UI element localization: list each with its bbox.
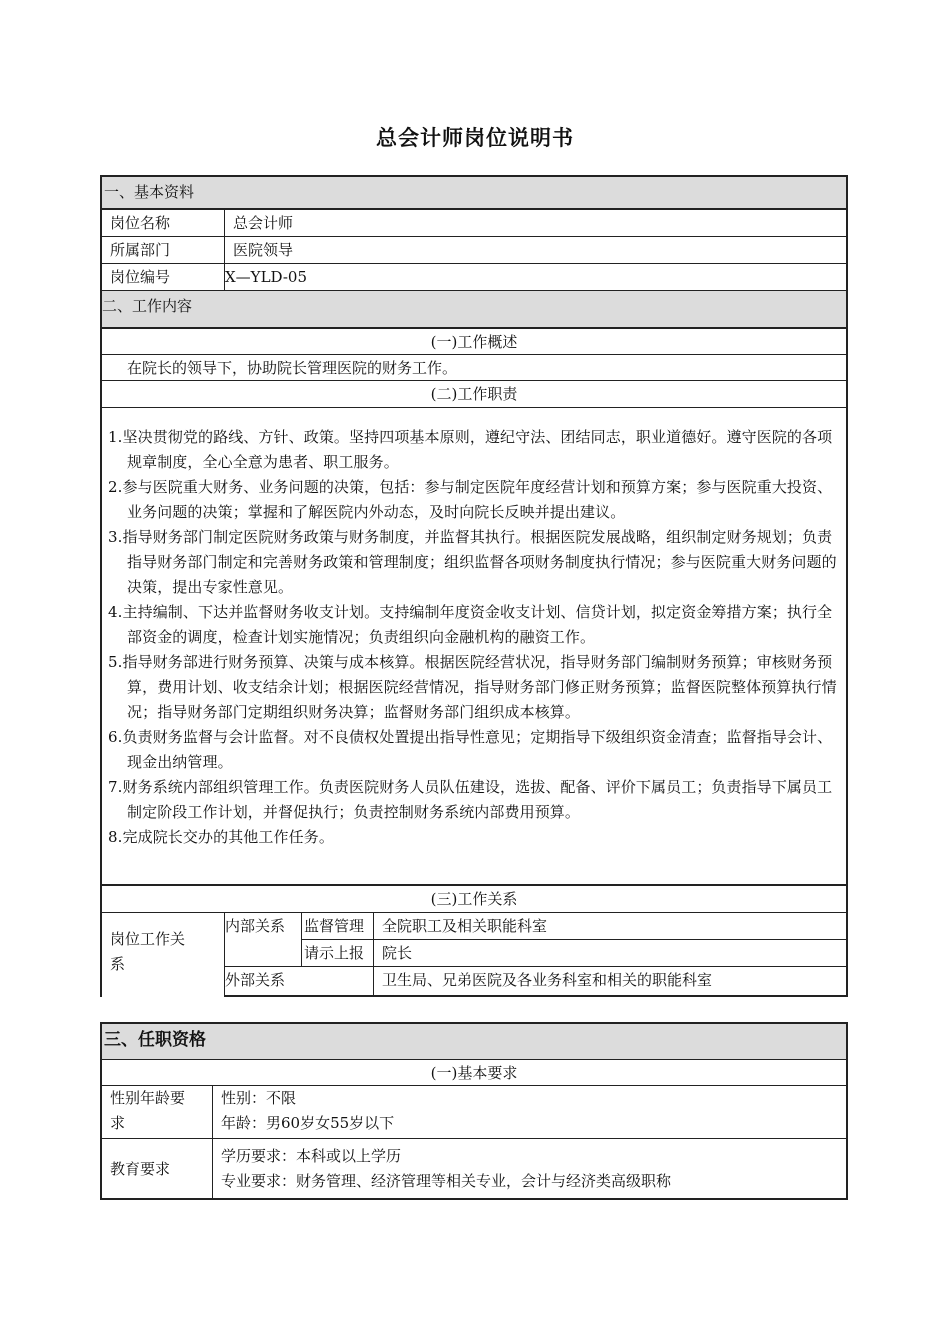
value-department: 医院领导 (224, 236, 848, 264)
duty-item: 7.财务系统内部组织管理工作。负责医院财务人员队伍建设，选拔、配备、评价下属员工；负责指导下属员工制定阶段工作计划，并督促执行；负责控制财务系统内部费用预算。 (108, 778, 833, 821)
basic-requirements-title: (一)基本要求 (100, 1059, 848, 1086)
relations-label-text: 岗位工作关系 (110, 930, 186, 973)
education-values (212, 1138, 848, 1200)
label-position-name: 岗位名称 (100, 209, 225, 237)
report-label: 请示上报 (301, 939, 374, 967)
overview-title: (一)工作概述 (100, 328, 848, 355)
duties-list (100, 407, 848, 885)
relations-title: (三)工作关系 (100, 885, 848, 913)
duty-item: 5.指导财务部进行财务预算、决策与成本核算。根据医院经营状况，指导财务部门编制财务预算；审核财务预算，费用计划、收支结余计划；根据医院经营情况，指导财务部门修正财务预算；监督医院整体预算执行情况；指导财务部门定期组织财务决算；监督财务部门组织成本核算。 (108, 653, 837, 721)
degree-value: 学历要求：本科或以上学历 (221, 1147, 402, 1165)
page-title: 总会计师岗位说明书 (376, 126, 574, 150)
age-value: 年龄：男60岁女55岁以下 (221, 1114, 395, 1132)
supervise-value: 全院职工及相关职能科室 (373, 912, 848, 940)
section-header-work-content: 二、工作内容 (100, 290, 848, 328)
duty-item: 2.参与医院重大财务、业务问题的决策，包括：参与制定医院年度经营计划和预算方案；参与医院重大投资、业务问题的决策；掌握和了解医院内外动态，及时向院长反映并提出建议。 (108, 478, 833, 521)
external-relations-label: 外部关系 (224, 966, 374, 997)
qualifications-table (100, 1022, 848, 1200)
duties-title: (二)工作职责 (100, 380, 848, 408)
report-value: 院长 (373, 939, 848, 967)
education-label: 教育要求 (100, 1138, 213, 1200)
value-position-name: 总会计师 (224, 209, 848, 237)
value-position-code: X—YLD-05 (224, 263, 848, 291)
gender-value: 性别：不限 (221, 1089, 297, 1107)
overview-text: 在院长的领导下，协助院长管理医院的财务工作。 (100, 354, 848, 381)
internal-relations-label: 内部关系 (224, 912, 302, 967)
duty-item: 1.坚决贯彻党的路线、方针、政策。坚持四项基本原则，遵纪守法、团结同志，职业道德好。遵守医院的各项规章制度，全心全意为患者、职工服务。 (108, 428, 833, 471)
external-relations-value: 卫生局、兄弟医院及各业务科室和相关的职能科室 (373, 966, 848, 997)
major-value: 专业要求：财务管理、经济管理等相关专业，会计与经济类高级职称 (221, 1172, 672, 1190)
job-description-table (100, 175, 848, 997)
duty-item: 4.主持编制、下达并监督财务收支计划。支持编制年度资金收支计划、信贷计划，拟定资金筹措方案；执行全部资金的调度，检查计划实施情况；负责组织向金融机构的融资工作。 (108, 603, 833, 646)
duty-item: 3.指导财务部门制定医院财务政策与财务制度，并监督其执行。根据医院发展战略，组织制定财务规划；负责指导财务部门制定和完善财务政策和管理制度；组织监督各项财务制度执行情况；参与医院重大财务问题的决策，提出专家性意见。 (108, 528, 837, 596)
label-position-code: 岗位编号 (100, 263, 225, 291)
label-department: 所属部门 (100, 236, 225, 264)
gender-age-values (212, 1085, 848, 1139)
duty-item: 6.负责财务监督与会计监督。对不良债权处置提出指导性意见；定期指导下级组织资金清查；监督指导会计、现金出纳管理。 (108, 728, 833, 771)
section-header-basic-info: 一、基本资料 (100, 175, 848, 209)
gender-age-label-text: 性别年龄要求 (110, 1089, 186, 1132)
relations-label (100, 912, 225, 997)
supervise-label: 监督管理 (301, 912, 374, 940)
gender-age-label (100, 1085, 213, 1139)
duty-item: 8.完成院长交办的其他工作任务。 (108, 828, 334, 846)
section-header-qualifications: 三、任职资格 (100, 1022, 848, 1060)
